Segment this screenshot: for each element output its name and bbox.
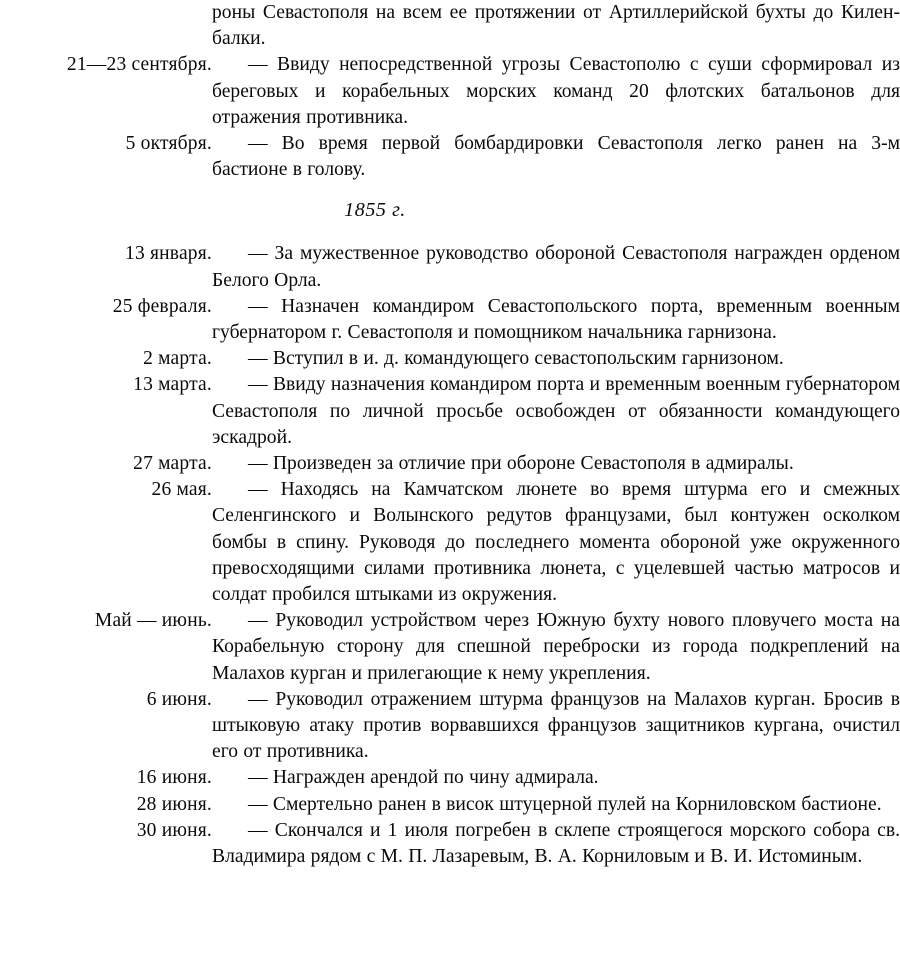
entry-text: — Вступил в и. д. командующего севастопольским гарнизоном.: [248, 348, 784, 370]
date-label: 21—23 сентября.: [66, 54, 212, 76]
table-row: [0, 294, 900, 346]
entry-body: [212, 372, 900, 451]
entry-text: — За мужественное руководство обороной Севастополя награжден орденом Белого Орла.: [212, 243, 900, 291]
entry-body: [212, 477, 900, 608]
table-row: [0, 765, 900, 791]
table-row: [0, 131, 900, 183]
entry-body: [212, 608, 900, 687]
date-label: 16 июня.: [136, 767, 212, 789]
date-label: 25 февраля.: [112, 295, 212, 317]
table-row: [0, 477, 900, 608]
table-row: [0, 372, 900, 451]
date-label: 2 марта.: [143, 348, 212, 370]
entry-text: — Находясь на Камчатском люнете во время штурма его и смежных Селенгинского и Волынского редутов французами, был контужен осколком бомбы в спину. Руководя до последнего момента обороной уже окруженного превосходящими силами противника люнета, с уцелевшей частью матросов и солдат пробился штыками из окружения.: [212, 479, 900, 606]
entry-body: [212, 52, 900, 131]
date-label: 28 июня.: [136, 793, 212, 815]
entry-body: [212, 818, 900, 870]
date-label: 13 января.: [125, 243, 212, 265]
date-label: Май — июнь.: [94, 610, 212, 632]
entry-body: [212, 792, 900, 818]
entry-body: [212, 346, 900, 372]
entry-body: [212, 131, 900, 183]
entry-text: — Скончался и 1 июля погребен в склепе строящегося морского собора св. Владимира рядом с М. П. Лазаревым, В. А. Корниловым и В. И. Истоминым.: [212, 819, 900, 868]
table-row: [0, 346, 900, 372]
entry-body: [212, 765, 900, 791]
date-label: 6 июня.: [146, 688, 212, 710]
entry-body: [212, 0, 900, 52]
table-row: [0, 0, 900, 52]
entry-body: [212, 241, 900, 293]
table-row: [0, 52, 900, 131]
entry-text: — Назначен командиром Севастопольского порта, временным военным губернатором г. Севастополя и помощником начальника гарнизона.: [212, 295, 900, 344]
year-heading: 1855 г.: [344, 199, 406, 222]
entry-text: — Руководил отражением штурма французов на Малахов курган. Бросив в штыковую атаку против ворвавшихся французов защитников кургана, очистил его от противника.: [212, 688, 900, 763]
date-label-empty: [0, 0, 212, 52]
table-row: [0, 687, 900, 766]
entry-text: — Руководил устройством через Южную бухту нового пловучего моста на Корабельную сторону для спешной переброски из города подкреплений на Малахов курган и прилегающие к нему укрепления.: [212, 610, 900, 684]
entry-body: [212, 687, 900, 766]
entry-text: — Награжден арендой по чину адмирала.: [248, 767, 599, 789]
date-label: 13 марта.: [133, 374, 212, 396]
table-row: [0, 451, 900, 477]
table-row: [0, 818, 900, 870]
entry-text: — Произведен за отличие при обороне Севастополя в адмиралы.: [248, 453, 794, 475]
entry-body: [212, 294, 900, 346]
date-label: 26 мая.: [151, 479, 212, 501]
table-row: [0, 792, 900, 818]
entry-body: [212, 451, 900, 477]
year-heading-row: [0, 183, 900, 241]
entry-text: — Ввиду непосредственной угрозы Севастополю с суши сформировал из береговых и корабельных морских команд 20 флотских батальонов для отражения противника.: [212, 54, 900, 128]
continued-paragraph: роны Севастополя на всем ее протяжении от Артиллерийской бухты до Килен-балки.: [212, 2, 900, 50]
year-heading-cell: [0, 183, 900, 241]
entry-text: — Ввиду назначения командиром порта и временным военным губернатором Севастополя по личной просьбе освобожден от обязанности командующего эскадрой.: [212, 374, 900, 448]
date-label: 27 марта.: [133, 453, 212, 475]
entry-text: — Смертельно ранен в висок штуцерной пулей на Корниловском бастионе.: [248, 793, 882, 815]
entry-text: — Во время первой бомбардировки Севастополя легко ранен на 3-м бастионе в голову.: [212, 133, 900, 181]
date-label: 5 октября.: [125, 133, 212, 155]
table-row: [0, 241, 900, 293]
table-row: [0, 608, 900, 687]
date-label: 30 июня.: [136, 819, 212, 841]
